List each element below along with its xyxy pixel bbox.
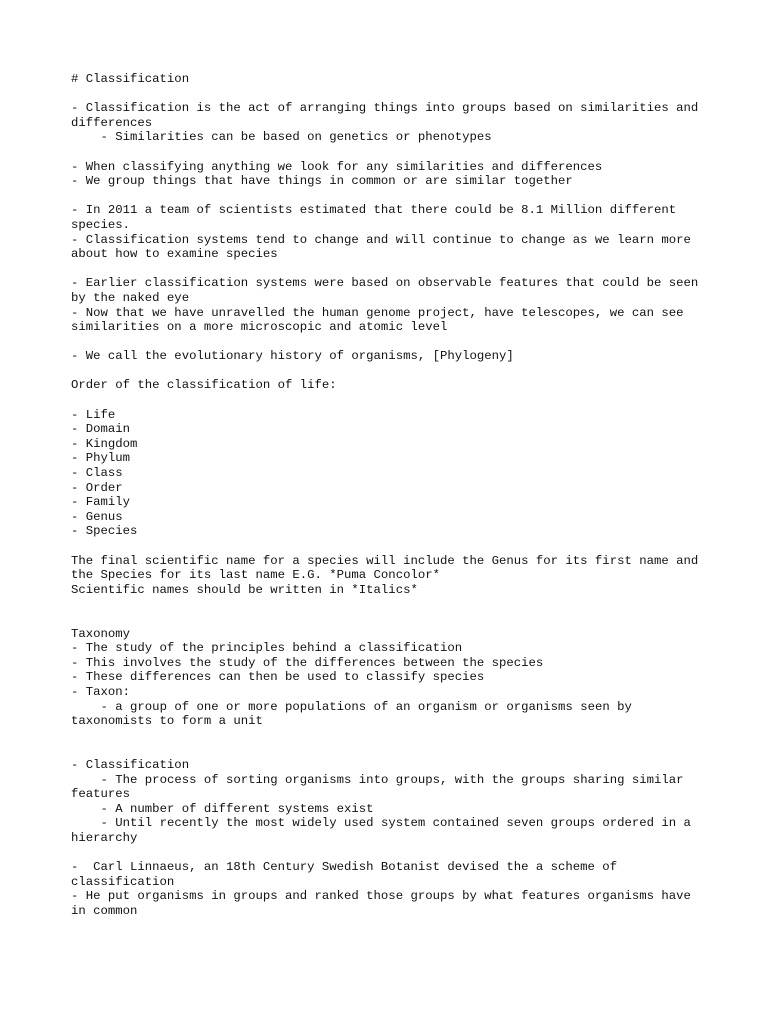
text-line: Scientific names should be written in *Italics*: [71, 582, 418, 597]
document-body: [71, 72, 706, 918]
text-line: [71, 597, 701, 612]
text-line: - Life: [71, 407, 116, 422]
text-line: [71, 393, 701, 408]
text-line: Taxonomy: [71, 626, 131, 641]
text-line: [71, 262, 701, 277]
text-line: [71, 335, 701, 350]
text-line: - Classification: [71, 757, 190, 772]
text-line: - Phylum: [71, 451, 131, 466]
text-line: [71, 729, 701, 744]
text-line: - These differences can then be used to classify species: [71, 670, 485, 685]
text-line: - Domain: [71, 422, 131, 437]
text-line: - We group things that have things in common or are similar together: [71, 174, 573, 189]
text-line: - Genus: [71, 509, 123, 524]
text-line: - When classifying anything we look for any similarities and differences: [71, 159, 603, 174]
text-line: - Earlier classification systems were based on observable features that could be seen by the naked eye: [71, 276, 706, 305]
text-line: Order of the classification of life:: [71, 378, 337, 393]
text-line: The final scientific name for a species will include the Genus for its first name and the Species for its last name E.G. *Puma Concolor*: [71, 553, 706, 583]
text-line: [71, 845, 701, 860]
text-line: - Kingdom: [71, 436, 138, 451]
text-line: - Similarities can be based on genetics or phenotypes: [71, 130, 492, 145]
text-line: [71, 189, 701, 204]
text-line: - Classification is the act of arranging things into groups based on similarities and differences: [71, 101, 706, 130]
text-line: - The study of the principles behind a classification: [71, 641, 463, 656]
text-line: - Species: [71, 524, 138, 539]
text-line: [71, 87, 701, 102]
text-line: [71, 612, 701, 627]
text-line: - He put organisms in groups and ranked those groups by what features organisms have in common: [71, 889, 699, 918]
text-line: # Classification: [71, 72, 190, 86]
text-line: - Family: [71, 495, 131, 510]
text-line: - The process of sorting organisms into groups, with the groups sharing similar features: [71, 772, 691, 802]
text-line: - We call the evolutionary history of organisms, [Phylogeny]: [71, 349, 514, 364]
text-line: - Carl Linnaeus, an 18th Century Swedish Botanist devised the a scheme of classification: [71, 860, 625, 889]
text-line: - Classification systems tend to change and will continue to change as we learn more about how to examine species: [71, 232, 699, 262]
text-line: - Taxon:: [71, 684, 131, 699]
text-line: [71, 539, 701, 554]
text-line: - Until recently the most widely used system contained seven groups ordered in a hierarchy: [71, 816, 699, 845]
text-line: [71, 145, 701, 160]
text-line: - A number of different systems exist: [71, 801, 374, 816]
text-line: - Now that we have unravelled the human genome project, have telescopes, we can see similarities on a more microscopic and atomic level: [71, 305, 691, 335]
text-line: - In 2011 a team of scientists estimated that there could be 8.1 Million different species.: [71, 203, 684, 232]
text-line: [71, 743, 701, 758]
text-line: [71, 364, 701, 379]
text-line: - Order: [71, 480, 123, 495]
text-line: - This involves the study of the differences between the species: [71, 655, 544, 670]
text-line: - a group of one or more populations of an organism or organisms seen by taxonomists to form a unit: [71, 699, 640, 729]
text-line: - Class: [71, 466, 123, 481]
